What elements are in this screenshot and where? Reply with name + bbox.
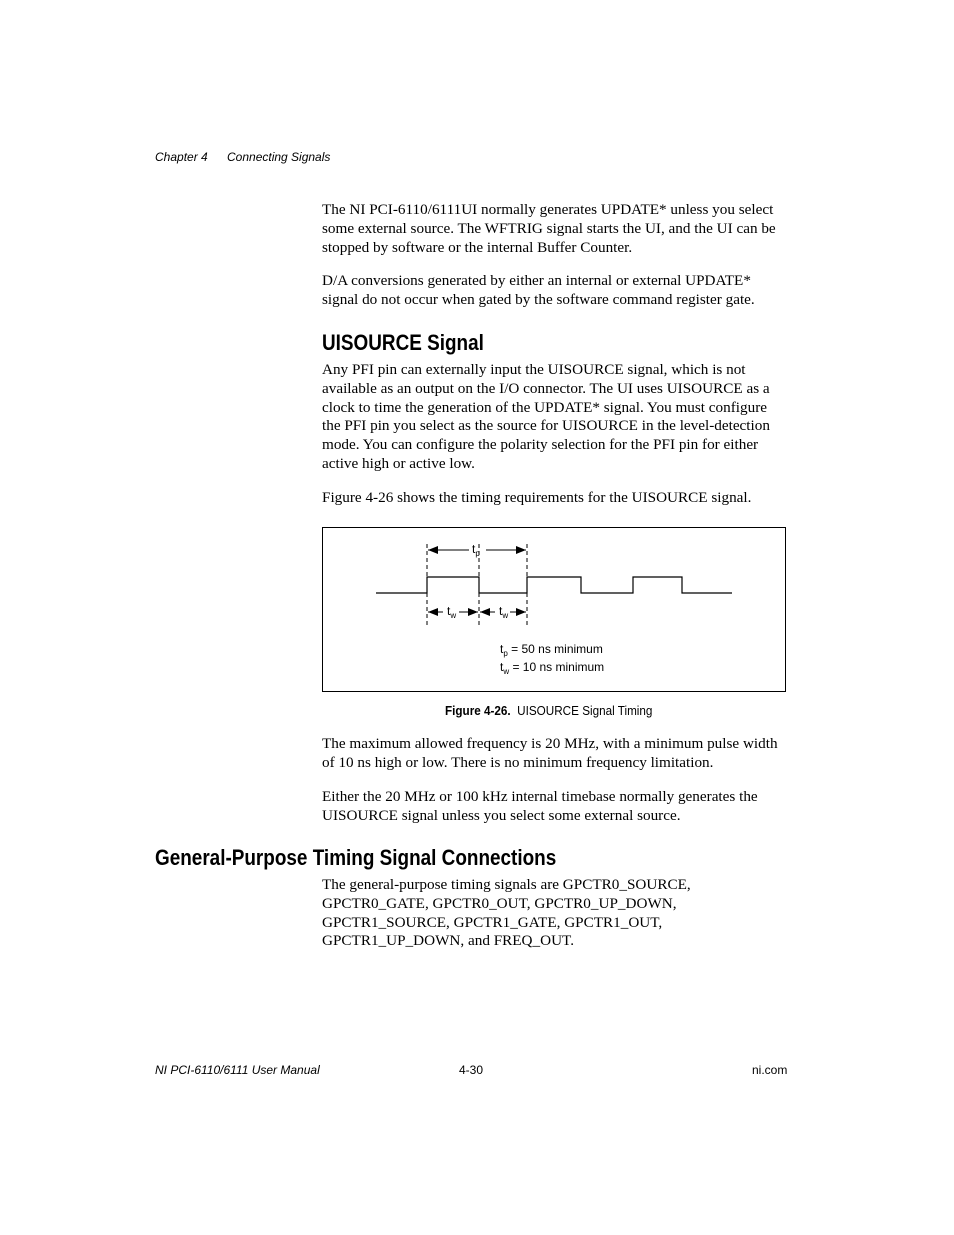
- paragraph-gp-signals: The general-purpose timing signals are GPCTR0_SOURCE, GPCTR0_GATE, GPCTR0_OUT, GPCTR0_UP_DOWN, GPCTR1_SOURCE, GPCTR1_GATE, GPCTR1_OUT, GPCTR1_UP_DOWN, and FREQ_OUT.: [322, 876, 691, 950]
- tw1-arrowhead-right: [468, 608, 478, 616]
- header-title: Connecting Signals: [227, 150, 331, 164]
- figure-caption-label: Figure 4-26.: [445, 703, 511, 718]
- heading-general-purpose-timing: General-Purpose Timing Signal Connections: [155, 845, 557, 870]
- tw1-arrowhead-left: [428, 608, 438, 616]
- paragraph-figure-reference: Figure 4-26 shows the timing requirements for the UISOURCE signal.: [322, 489, 752, 506]
- paragraph-uisource-description: Any PFI pin can externally input the UISOURCE signal, which is not available as an output on the I/O connector. The UI uses UISOURCE as a clock to time the generation of the UPDATE* signal. You must configure the PFI pin you select as the source for UISOURCE in the level-detection mode. You can configure the polarity selection for the PFI pin for either active high or active low.: [322, 361, 770, 472]
- timing-diagram: [323, 528, 785, 691]
- footer-manual-title: NI PCI-6110/6111 User Manual: [155, 1063, 320, 1077]
- paragraph-timebase: Either the 20 MHz or 100 kHz internal timebase normally generates the UISOURCE signal unless you select some external source.: [322, 788, 758, 824]
- tw2-arrowhead-right: [516, 608, 526, 616]
- footer-page-number: 4-30: [459, 1063, 484, 1077]
- figure-uisource-timing: [322, 527, 786, 692]
- figure-caption-title: UISOURCE Signal Timing: [517, 703, 653, 718]
- paragraph-ui-update: The NI PCI-6110/6111UI normally generates UPDATE* unless you select some external source. The WFTRIG signal starts the UI, and the UI can be stopped by software or the internal Buffer Counter.: [322, 201, 776, 256]
- paragraph-max-frequency: The maximum allowed frequency is 20 MHz, with a minimum pulse width of 10 ns high or low. There is no minimum frequency limitation.: [322, 735, 778, 771]
- legend-tp: $t_p = 50$ ns minimum: [500, 642, 603, 658]
- header-chapter: Chapter 4: [155, 150, 208, 164]
- heading-uisource-signal: UISOURCE Signal: [322, 330, 484, 355]
- tw1-arrow-label: $t_w$: [447, 604, 457, 620]
- uisource-waveform: [376, 577, 732, 593]
- legend-tw: $t_w = 10$ ns minimum: [500, 660, 605, 676]
- tp-arrow-label: $t_p$: [472, 542, 480, 558]
- footer-website: ni.com: [752, 1063, 788, 1077]
- paragraph-da-conversions: D/A conversions generated by either an internal or external UPDATE* signal do not occur when gated by the software command register gate.: [322, 272, 755, 308]
- tw2-arrowhead-left: [480, 608, 490, 616]
- tw2-arrow-label: $t_w$: [499, 604, 509, 620]
- tp-arrowhead-right: [516, 546, 526, 554]
- tp-arrowhead-left: [428, 546, 438, 554]
- figure-caption: [445, 703, 652, 718]
